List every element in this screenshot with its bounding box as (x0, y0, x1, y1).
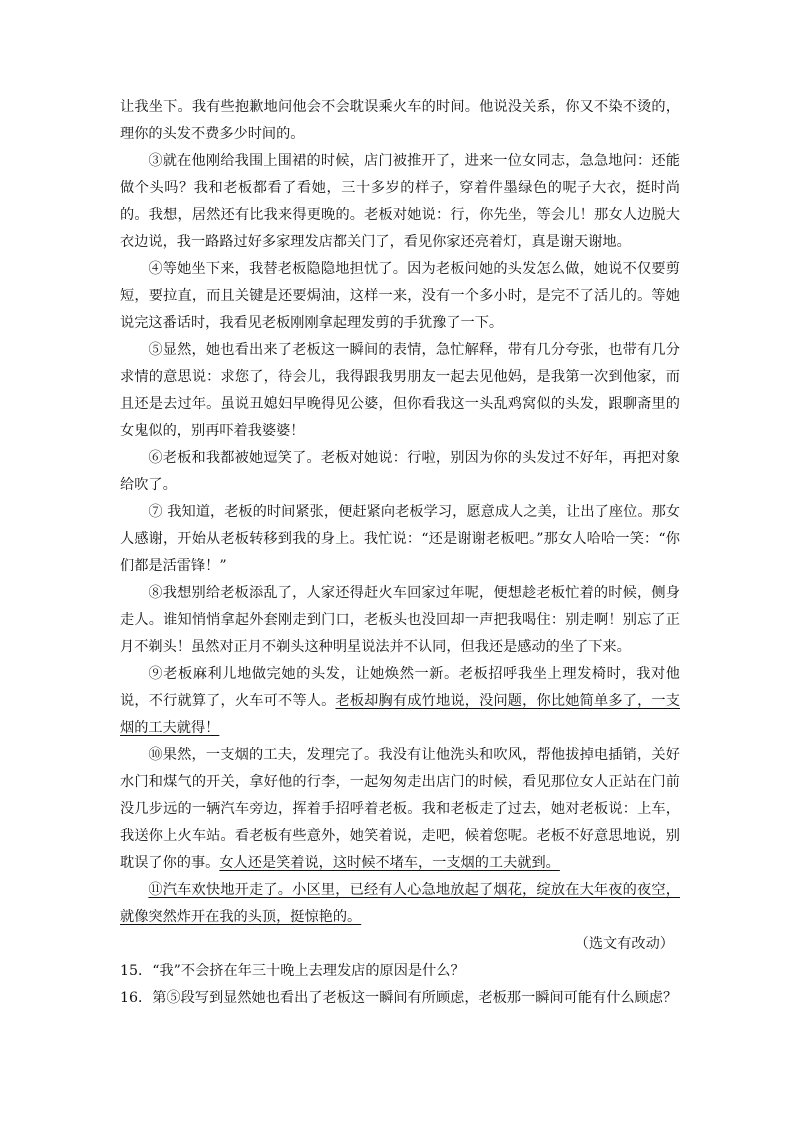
document-page (120, 94, 680, 1012)
paragraph-10 (120, 742, 680, 877)
paragraph-continued: 让我坐下。我有些抱歉地问他会不会耽误乘火车的时间。他说没关系，你又不染不烫的，理你的头发不费多少时间的。 (120, 99, 680, 142)
underlined-paragraph-11: ⑪汽车欢快地开走了。小区里，已经有人心急地放起了烟花，绽放在大年夜的夜空，就像突然炸开在我的头顶，挺惊艳的。 (120, 882, 680, 925)
paragraph-11 (120, 877, 680, 931)
underlined-sentence-10: 女人还是笑着说，这时候不堵车，一支烟的工夫就到。 (219, 855, 560, 871)
question-15: 15．“我”不会挤在年三十晚上去理发店的原因是什么？ (120, 963, 465, 979)
question-16: 16．第⑤段写到显然她也看出了老板这一瞬间有所顾虑，老板那一瞬间可能有什么顾虑？ (120, 990, 678, 1006)
paragraph-7: ⑦ 我知道，老板的时间紧张，便赶紧向老板学习，愿意成人之美，让出了座位。那女人感谢，开始从老板转移到我的身上。我忙说：“还是谢谢老板吧。”那女人哈哈一笑：“你们都是活雷锋！” (120, 504, 680, 574)
paragraph-9 (120, 661, 680, 742)
paragraph-8: ⑧我想别给老板添乱了，人家还得赶火车回家过年呢，便想趁老板忙着的时候，侧身走人。谁知悄悄拿起外套刚走到门口，老板头也没回却一声把我喝住：别走啊！别忘了正月不剃头！虽然对正月不剃头这种明星说法并不认同，但我还是感动的坐了下来。 (120, 585, 680, 655)
paragraph-4: ④等她坐下来，我替老板隐隐地担忧了。因为老板问她的头发怎么做，她说不仅要剪短，要拉直，而且关键是还要焗油，这样一来，没有一个多小时，是完不了活儿的。等她说完这番话时，我看见老板刚刚拿起理发剪的手犹豫了一下。 (120, 261, 680, 331)
paragraph-3: ③就在他刚给我围上围裙的时候，店门被推开了，进来一位女同志，急急地问：还能做个头吗？我和老板都看了看她，三十多岁的样子，穿着件墨绿色的呢子大衣，挺时尚的。我想，居然还有比我来得更晚的。老板对她说：行，你先坐，等会儿！那女人边脱大衣边说，我一路路过好多家理发店都关门了，看见你家还亮着灯，真是谢天谢地。 (120, 153, 680, 250)
source-note: （选文有改动） (574, 936, 674, 952)
underlined-sentence-9: 老板却胸有成竹地说，没问题，你比她简单多了，一支烟的工夫就得！ (120, 693, 680, 736)
paragraph-5: ⑤显然，她也看出来了老板这一瞬间的表情，急忙解释，带有几分夸张，也带有几分求情的意思说：求您了，待会儿，我得跟我男朋友一起去见他妈，是我第一次到他家，而且还是去过年。虽说丑媳妇早晚得见公婆，但你看我这一头乱鸡窝似的头发，跟聊斋里的女鬼似的，别再吓着我婆婆！ (120, 342, 680, 439)
paragraph-9-text: ⑨老板麻利儿地做完她的头发，让她焕然一新。老板招呼我坐上理发椅时，我对他说，不行就算了，火车可不等人。 (120, 666, 680, 709)
paragraph-10-text: ⑩果然，一支烟的工夫，发理完了。我没有让他洗头和吹风，帮他拔掉电插销，关好水门和煤气的开关，拿好他的行李，一起匆匆走出店门的时候，看见那位女人正站在门前没几步远的一辆汽车旁边，挥着手招呼着老板。我和老板走了过去，她对老板说：上车，我送你上火车站。看老板有些意外，她笑着说，走吧，候着您呢。老板不好意思地说，别耽误了你的事。 (120, 747, 680, 871)
paragraph-6: ⑥老板和我都被她逗笑了。老板对她说：行啦，别因为你的头发过不好年，再把对象给吹了。 (120, 450, 680, 493)
